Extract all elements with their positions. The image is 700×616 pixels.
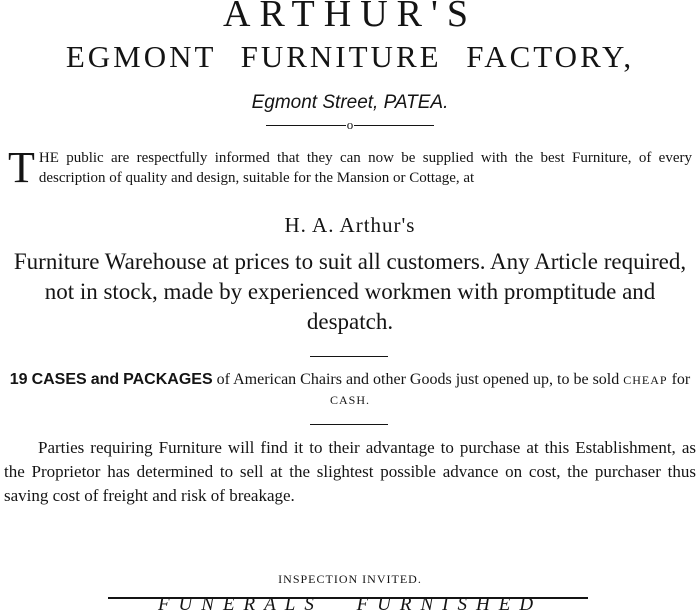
address-line: Egmont Street, PATEA. bbox=[251, 92, 449, 113]
cases-paragraph bbox=[4, 370, 696, 410]
funerals-heading: FUNERALS FURNISHED bbox=[157, 594, 543, 615]
cash-word: CASH. bbox=[329, 393, 370, 407]
cases-and: and bbox=[90, 371, 120, 388]
ornamental-separator bbox=[0, 117, 700, 131]
parties-text: Parties requiring Furniture will find it to their advantage to purchase at this Establishment, as the Proprietor has determined to sell at the slightest possible advance on cost, the purchaser thus saving cost of freight and risk of breakage. bbox=[4, 438, 696, 505]
intro-paragraph bbox=[8, 143, 692, 192]
divider-rule bbox=[310, 424, 388, 425]
cases-rest: of American Chairs and other Goods just opened up, to be sold bbox=[216, 371, 620, 388]
separator-rule-left bbox=[266, 125, 346, 126]
separator-rule-right bbox=[354, 125, 434, 126]
for-word: for bbox=[671, 371, 691, 388]
separator-mark: o bbox=[346, 117, 354, 133]
cases-count: 19 bbox=[9, 371, 28, 388]
drop-cap: T bbox=[8, 143, 35, 192]
packages-word: PACKAGES bbox=[123, 371, 213, 388]
warehouse-paragraph: Furniture Warehouse at prices to suit all customers. Any Article required, not in stock, made by experienced workmen with promptitude and despatch. bbox=[13, 249, 687, 334]
ad-title: ARTHUR'S bbox=[223, 0, 477, 35]
ad-subtitle: EGMONT FURNITURE FACTORY, bbox=[65, 39, 635, 74]
divider-rule bbox=[310, 356, 388, 357]
cases-word: CASES bbox=[31, 371, 87, 388]
inspection-invited: INSPECTION INVITED. bbox=[278, 572, 422, 586]
proprietor-name: H. A. Arthur's bbox=[284, 213, 416, 237]
cheap-word: CHEAP bbox=[623, 373, 668, 387]
intro-text: HE public are respectfully informed that they can now be supplied with the best Furniture, of every description of quality and design, suitable for the Mansion or Cottage, at bbox=[38, 150, 692, 186]
parties-paragraph bbox=[4, 436, 696, 508]
